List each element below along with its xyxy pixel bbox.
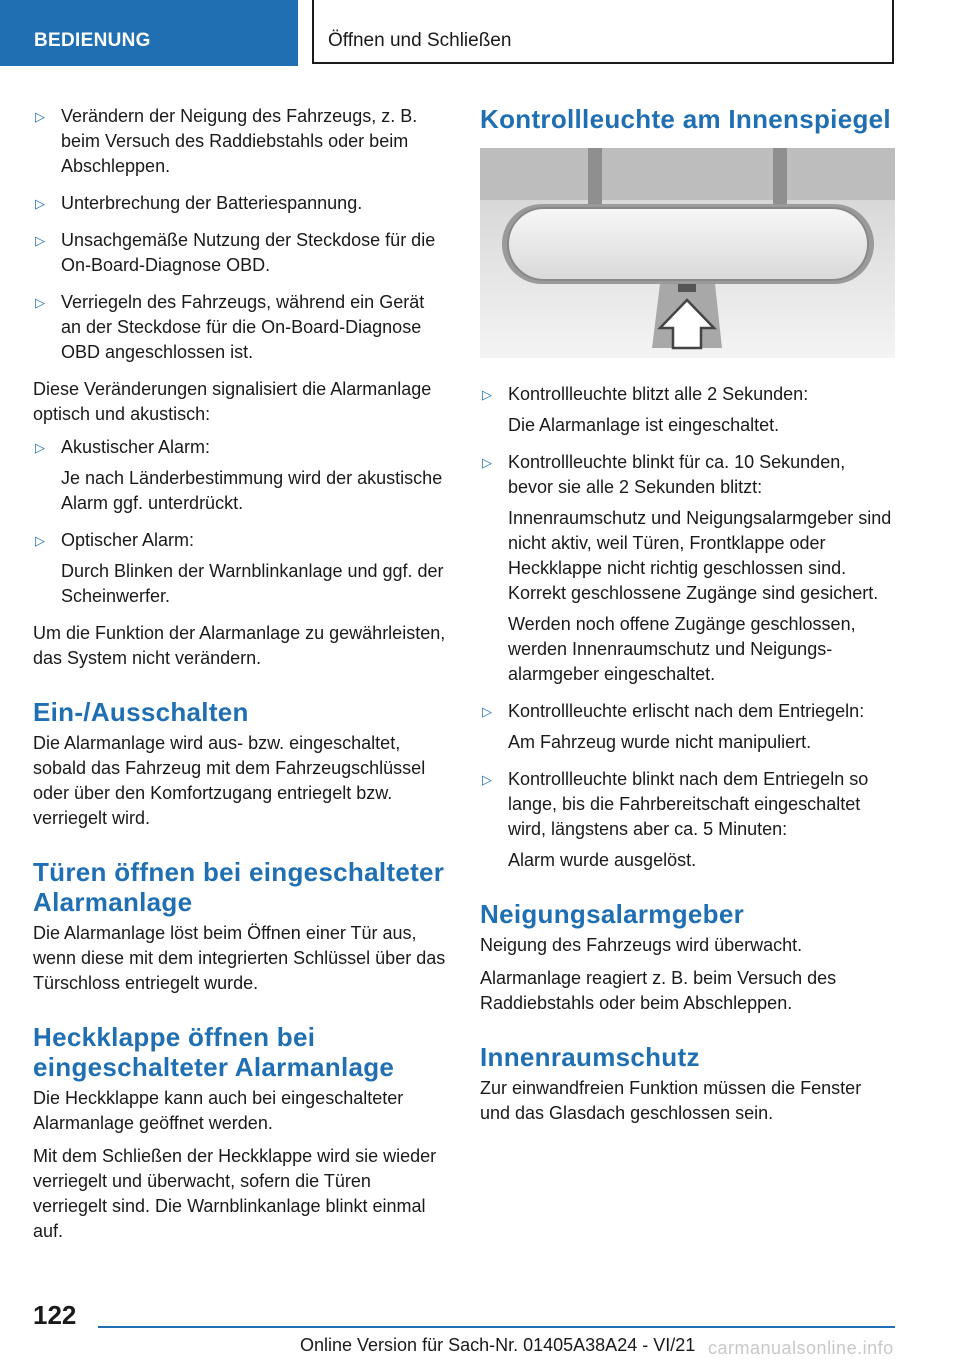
list-item: ▷ Verriegeln des Fahrzeugs, während ein Gerät an der Steckdose für die On-Board-Diagnose OBD angeschlossen ist. <box>35 292 425 362</box>
paragraph: Diese Veränderungen signalisiert die Alarmanlage optisch und akustisch: <box>33 379 432 424</box>
paragraph: Um die Funktion der Alarmanlage zu gewährleisten, das System nicht verändern. <box>33 623 446 668</box>
triangle-right-icon: ▷ <box>482 455 492 470</box>
right-column <box>480 104 895 1134</box>
paragraph: Die Heckklappe kann auch bei eingeschalteter Alarmanlage geöffnet werden. <box>33 1088 404 1133</box>
page-header <box>0 0 960 66</box>
triangle-right-icon: ▷ <box>482 387 492 402</box>
triangle-right-icon: ▷ <box>35 109 45 124</box>
paragraph: Zur einwandfreien Funktion müssen die Fenster und das Glasdach geschlossen sein. <box>480 1078 862 1123</box>
list-item: ▷ Verändern der Neigung des Fahrzeugs, z. B. beim Versuch des Raddiebstahls oder beim Abschleppen. <box>35 106 418 176</box>
list-item: ▷ Kontrollleuchte blinkt nach dem Entriegeln so lange, bis die Fahrbereitschaft eingeschaltet wird, längstens aber ca. 5 Minuten: Alarm wurde ausgelöst. <box>482 769 869 870</box>
list-item: ▷ Kontrollleuchte erlischt nach dem Entriegeln: Am Fahrzeug wurde nicht manipuliert. <box>482 701 865 752</box>
triangle-right-icon: ▷ <box>482 772 492 787</box>
chapter-title: Öffnen und Schließen <box>312 0 894 64</box>
left-column <box>33 104 448 1252</box>
paragraph: Mit dem Schließen der Heckklappe wird sie wieder verriegelt und überwacht, sofern die Türen verriegelt sind. Die Warnblinkanlage blinkt einmal auf. <box>33 1146 437 1241</box>
footer-version: Online Version für Sach-Nr. 01405A38A24 - VI/21 <box>300 1335 696 1355</box>
paragraph: Neigung des Fahrzeugs wird überwacht. <box>480 935 803 955</box>
heading-innenraumschutz: Innenraumschutz <box>480 1042 700 1072</box>
list-item: ▷ Kontrollleuchte blinkt für ca. 10 Sekunden, bevor sie alle 2 Sekunden blitzt: Innenraumschutz und Neigungsalarmgeber sind nicht aktiv, weil Türen, Frontklappe oder Heckklappe nicht richtig geschlossen sind. Korrekt geschlossene Zugänge sind gesichert. Werden noch offene Zugänge geschlossen, werden Innenraumschutz und Neigungsalarmgeber eingeschaltet. <box>482 452 892 684</box>
triangle-right-icon: ▷ <box>35 295 45 310</box>
heading-neigungsalarmgeber: Neigungsalarmgeber <box>480 899 745 929</box>
triangle-right-icon: ▷ <box>35 440 45 455</box>
heading-heckklappe-oeffnen: Heckklappe öffnen bei eingeschalteter Alarmanlage <box>33 1022 395 1082</box>
footer-divider <box>98 1326 895 1328</box>
mirror-illustration <box>480 148 895 358</box>
heading-ein-ausschalten: Ein-/Ausschalten <box>33 697 249 727</box>
list-item: ▷ Akustischer Alarm: Je nach Länderbestimmung wird der akustische Alarm ggf. unterdrückt. <box>35 437 443 513</box>
list-item: ▷ Kontrollleuchte blitzt alle 2 Sekunden: Die Alarmanlage ist eingeschaltet. <box>482 384 809 435</box>
paragraph: Alarmanlage reagiert z. B. beim Versuch des Raddiebstahls oder beim Abschleppen. <box>480 968 837 1013</box>
triangle-right-icon: ▷ <box>35 533 45 548</box>
list-item: ▷ Unterbrechung der Batteriespannung. <box>33 191 448 216</box>
triangle-right-icon: ▷ <box>482 704 492 719</box>
list-item: ▷ Unsachgemäße Nutzung der Steckdose für die On-Board-Diagnose OBD. <box>35 230 436 275</box>
triangle-right-icon: ▷ <box>35 196 45 211</box>
list-item: ▷ Optischer Alarm: Durch Blinken der Warnblinkanlage und ggf. der Scheinwerfer. <box>35 530 444 606</box>
heading-kontrollleuchte: Kontrollleuchte am Innenspiegel <box>480 104 891 134</box>
heading-tueren-oeffnen: Türen öffnen bei eingeschalteter Alarmanlage <box>33 857 445 917</box>
triangle-right-icon: ▷ <box>35 233 45 248</box>
rearview-mirror-image <box>480 148 895 358</box>
paragraph: Die Alarmanlage löst beim Öffnen einer Tür aus, wenn diese mit dem integrierten Schlüssel über das Türschloss entriegelt wurde. <box>33 923 446 993</box>
paragraph: Die Alarmanlage wird aus- bzw. eingeschaltet, sobald das Fahrzeug mit dem Fahrzeugschlüssel oder über den Komfortzugang entriegelt bzw. verriegelt wird. <box>33 733 426 828</box>
section-label: BEDIENUNG <box>0 0 298 66</box>
watermark: carmanualsonline.info <box>708 1338 894 1358</box>
page-number: 122 <box>33 1300 77 1330</box>
